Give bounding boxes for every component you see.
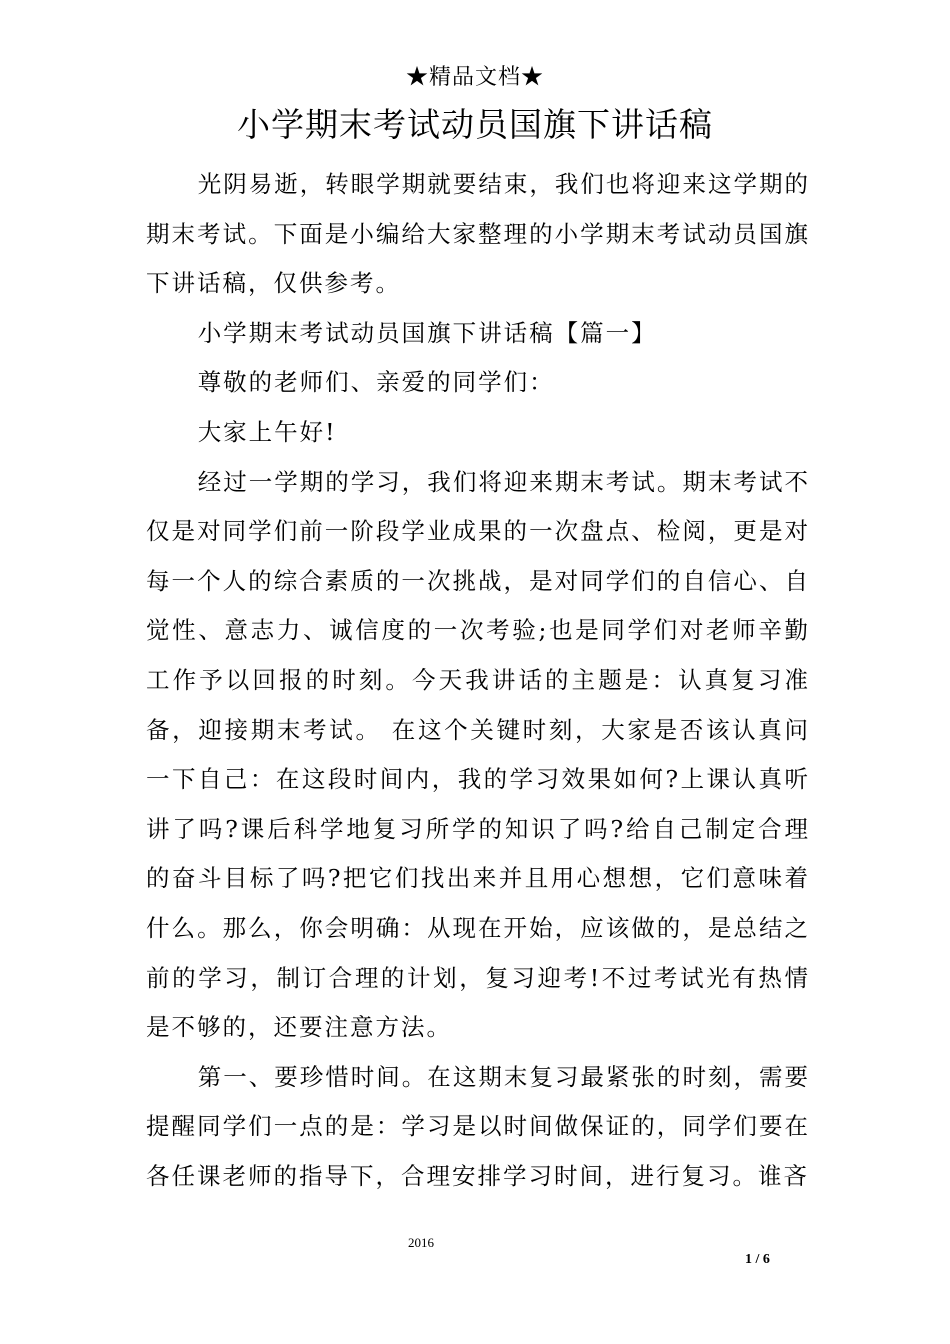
footer-year: 2016 <box>408 1235 434 1250</box>
document-body <box>146 160 810 1201</box>
document-header-mark: ★精品文档★ <box>405 65 544 90</box>
paragraph-main: 经过一学期的学习，我们将迎来期末考试。期末考试不仅是对同学们前一阶段学业成果的一次盘点、检阅，更是对每一个人的综合素质的一次挑战，是对同学们的自信心、自觉性、意志力、诚信度的一次考验;也是同学们对老师辛勤工作予以回报的时刻。今天我讲话的主题是：认真复习准备，迎接期末考试。 在这个关键时刻，大家是否该认真问一下自己：在这段时间内，我的学习效果如何?上课认真听讲了吗?课后科学地复习所学的知识了吗?给自己制定合理的奋斗目标了吗?把它们找出来并且用心想想，它们意味着什么。那么，你会明确：从现在开始，应该做的，是总结之前的学习，制订合理的计划，复习迎考!不过考试光有热情是不够的，还要注意方法。 <box>146 467 810 1042</box>
page-number: 1 / 6 <box>745 1252 770 1267</box>
paragraph-intro: 光阴易逝，转眼学期就要结束，我们也将迎来这学期的期末考试。下面是小编给大家整理的小学期末考试动员国旗下讲话稿，仅供参考。 <box>146 170 810 298</box>
paragraph-point-one: 第一、要珍惜时间。在这期末复习最紧张的时刻，需要提醒同学们一点的是：学习是以时间做保证的，同学们要在各任课老师的指导下，合理安排学习时间，进行复习。谁吝 <box>146 1062 810 1190</box>
document-title: 小学期末考试动员国旗下讲话稿 <box>237 105 713 144</box>
paragraph-greeting: 大家上午好! <box>197 417 337 446</box>
paragraph-salutation: 尊敬的老师们、亲爱的同学们： <box>197 368 555 397</box>
paragraph-section-heading: 小学期末考试动员国旗下讲话稿【篇一】 <box>197 318 657 347</box>
